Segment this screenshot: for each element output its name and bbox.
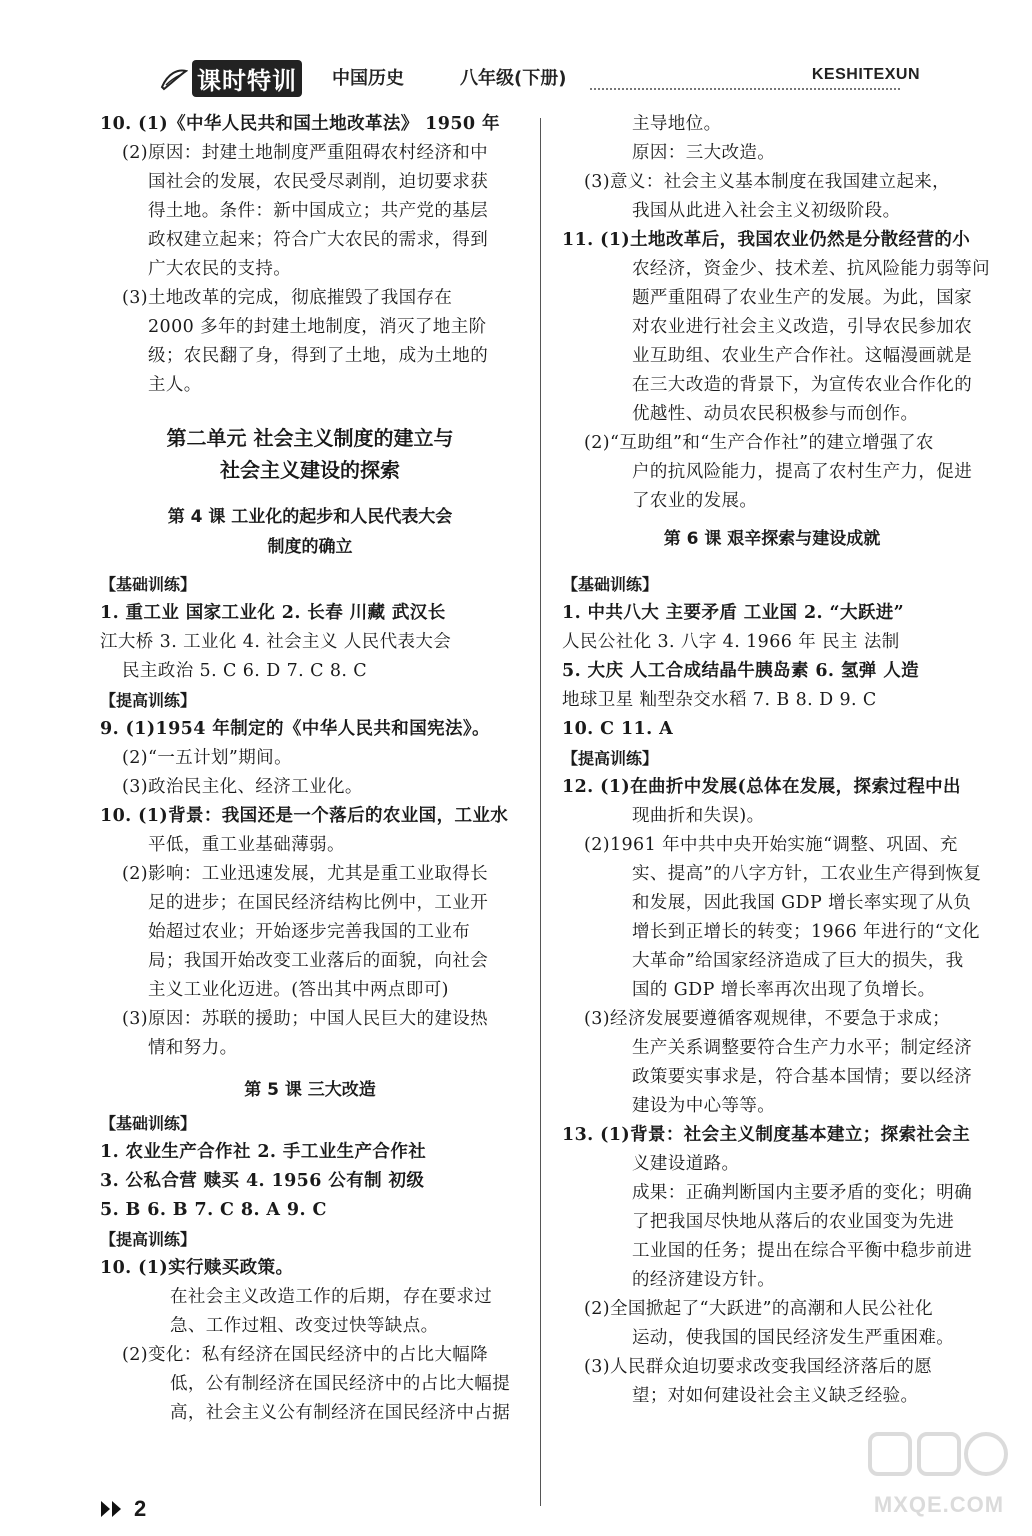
- answer-line: 我国从此进入社会主义初级阶段。: [632, 201, 901, 221]
- answer-line: 了把我国尽快地从落后的农业国变为先进: [632, 1212, 955, 1232]
- answer-line: 12. (1)在曲折中发展(总体在发展，探索过程中出: [562, 777, 961, 797]
- answer-line: 地球卫星 籼型杂交水稻 7. B 8. D 9. C: [562, 690, 877, 710]
- answer-line: (3)意义：社会主义基本制度在我国建立起来，: [584, 172, 951, 192]
- unit-title: 第二单元 社会主义制度的建立与: [166, 426, 454, 450]
- answer-line: 平低，重工业基础薄弱。: [148, 835, 345, 855]
- answer-line: 农经济，资金少、技术差、抗风险能力弱等问: [632, 259, 990, 279]
- answer-line: (2)变化：私有经济在国民经济中的占比大幅降: [122, 1345, 489, 1365]
- lesson-title: 第 4 课 工业化的起步和人民代表大会: [167, 507, 453, 527]
- answer-line: (2)原因：封建土地制度严重阻碍农村经济和中: [122, 143, 489, 163]
- answer-line: 始超过农业；开始逐步完善我国的工业布: [148, 922, 471, 942]
- answer-line: 1. 中共八大 主要矛盾 工业国 2. “大跃进”: [562, 603, 905, 623]
- answer-line: 10. C 11. A: [562, 719, 674, 739]
- answer-line: 生产关系调整要符合生产力水平；制定经济: [632, 1038, 973, 1058]
- answer-line: 大革命”给国家经济造成了巨大的损失，我: [632, 951, 964, 971]
- left-column: [100, 110, 520, 1428]
- lesson-title: 第 5 课 三大改造: [244, 1080, 376, 1100]
- section-tag-basic: 【基础训练】: [562, 575, 659, 594]
- answer-line: 政权建立起来；符合广大农民的需求，得到: [148, 230, 489, 250]
- answer-line: 和发展，因此我国 GDP 增长率实现了从负: [632, 893, 972, 913]
- answer-line: 对农业进行社会主义改造，引导农民参加农: [632, 317, 973, 337]
- answer-line: 工业国的任务；提出在综合平衡中稳步前进: [632, 1241, 973, 1261]
- header-divider: [590, 88, 900, 90]
- leaf-logo-icon: [160, 67, 188, 91]
- answer-line: 国的 GDP 增长率再次出现了负增长。: [632, 980, 936, 1000]
- answer-line: 10. (1)实行赎买政策。: [100, 1258, 294, 1278]
- page-footer: [100, 1496, 146, 1522]
- answer-line: 民主政治 5. C 6. D 7. C 8. C: [122, 661, 368, 681]
- answer-line: 建设为中心等等。: [632, 1096, 776, 1116]
- answer-line: 广大农民的支持。: [148, 259, 292, 279]
- answer-line: 现曲折和失误)。: [632, 806, 765, 826]
- brand: [160, 60, 302, 97]
- answer-line: 10. (1)《中华人民共和国土地改革法》 1950 年: [100, 114, 500, 134]
- answer-line: 主义工业化迈进。(答出其中两点即可): [148, 980, 449, 1000]
- answer-line: (2)影响：工业迅速发展，尤其是重工业取得长: [122, 864, 489, 884]
- answer-line: 足的进步；在国民经济结构比例中，工业开: [148, 893, 489, 913]
- answer-line: 义建设道路。: [632, 1154, 740, 1174]
- answer-line: (2)“一五计划”期间。: [122, 748, 292, 768]
- section-tag-advanced: 【提高训练】: [562, 749, 659, 768]
- answer-line: 2000 多年的封建土地制度，消灭了地主阶: [148, 317, 487, 337]
- answer-line: (3)土地改革的完成，彻底摧毁了我国存在: [122, 288, 453, 308]
- answer-line: (2)1961 年中共中央开始实施“调整、巩固、充: [584, 835, 958, 855]
- watermark-text: MXQE.COM: [873, 1492, 1005, 1517]
- answer-line: 局；我国开始改变工业落后的面貌，向社会: [148, 951, 489, 971]
- answer-line: (2)全国掀起了“大跃进”的高潮和人民公社化: [584, 1299, 933, 1319]
- answer-line: 9. (1)1954 年制定的《中华人民共和国宪法》。: [100, 719, 490, 739]
- answer-line: 政策要实事求是，符合基本国情；要以经济: [632, 1067, 973, 1087]
- column-divider: [540, 118, 541, 1506]
- double-arrow-icon: [100, 1499, 124, 1519]
- answer-line: 业互助组、农业生产合作社。这幅漫画就是: [632, 346, 973, 366]
- answer-line: (3)原因：苏联的援助；中国人民巨大的建设热: [122, 1009, 489, 1029]
- answer-line: 10. (1)背景：我国还是一个落后的农业国，工业水: [100, 806, 509, 826]
- section-tag-advanced: 【提高训练】: [100, 1230, 197, 1249]
- answer-line: 题严重阻碍了农业生产的发展。为此，国家: [632, 288, 973, 308]
- answer-line: 了农业的发展。: [632, 491, 758, 511]
- section-tag-basic: 【基础训练】: [100, 575, 197, 594]
- answer-line: 实、提高”的八字方针，工农业生产得到恢复: [632, 864, 982, 884]
- answer-line: 户的抗风险能力，提高了农村生产力，促进: [632, 462, 973, 482]
- answer-line: 急、工作过粗、改变过快等缺点。: [170, 1316, 439, 1336]
- answer-line: 国社会的发展，农民受尽剥削，迫切要求获: [148, 172, 489, 192]
- answer-line: 得土地。条件：新中国成立；共产党的基层: [148, 201, 489, 221]
- answer-line: 人民公社化 3. 八字 4. 1966 年 民主 法制: [562, 632, 900, 652]
- watermark-logo-icon: [864, 1428, 1014, 1490]
- section-tag-basic: 【基础训练】: [100, 1114, 197, 1133]
- answer-line: (3)人民群众迫切要求改变我国经济落后的愿: [584, 1357, 933, 1377]
- answer-line: 1. 重工业 国家工业化 2. 长春 川藏 武汉长: [100, 603, 446, 623]
- answer-line: 13. (1)背景：社会主义制度基本建立；探索社会主: [562, 1125, 971, 1145]
- right-column: [562, 110, 990, 1411]
- answer-line: 优越性、动员农民积极参与而创作。: [632, 404, 919, 424]
- answer-line: 成果：正确判断国内主要矛盾的变化；明确: [632, 1183, 973, 1203]
- answer-line: 在三大改造的背景下，为宣传农业合作化的: [632, 375, 973, 395]
- answer-line: 望；对如何建设社会主义缺乏经验。: [632, 1386, 919, 1406]
- answer-line: 5. B 6. B 7. C 8. A 9. C: [100, 1200, 327, 1220]
- answer-line: 3. 公私合营 赎买 4. 1956 公有制 初级: [100, 1171, 425, 1191]
- answer-line: 低，公有制经济在国民经济中的占比大幅提: [170, 1374, 511, 1394]
- answer-line: 级；农民翻了身，得到了土地，成为土地的: [148, 346, 489, 366]
- watermark: [864, 1428, 1014, 1518]
- answer-line: 江大桥 3. 工业化 4. 社会主义 人民代表大会: [100, 632, 452, 652]
- section-tag-advanced: 【提高训练】: [100, 691, 197, 710]
- header-subject: 中国历史: [332, 68, 404, 89]
- answer-line: 1. 农业生产合作社 2. 手工业生产合作社: [100, 1142, 427, 1162]
- answer-line: 增长到正增长的转变；1966 年进行的“文化: [632, 922, 980, 942]
- answer-line: 主导地位。: [632, 114, 722, 134]
- lesson-title: 第 6 课 艰辛探索与建设成就: [663, 529, 881, 549]
- answer-line: (3)经济发展要遵循客观规律，不要急于求成；: [584, 1009, 951, 1029]
- lesson-title: 制度的确立: [267, 537, 353, 557]
- header-grade: 八年级(下册): [460, 68, 567, 89]
- answer-line: 原因：三大改造。: [632, 143, 776, 163]
- answer-line: 11. (1)土地改革后，我国农业仍然是分散经营的小: [562, 230, 971, 250]
- page-header: [160, 58, 920, 98]
- answer-line: 高，社会主义公有制经济在国民经济中占据: [170, 1403, 511, 1423]
- header-brand-en: KESHITEXUN: [811, 66, 920, 83]
- unit-title: 社会主义建设的探索: [220, 458, 400, 482]
- answer-line: 运动，使我国的国民经济发生严重困难。: [632, 1328, 955, 1348]
- answer-line: 的经济建设方针。: [632, 1270, 776, 1290]
- page-number: 2: [134, 1496, 147, 1521]
- answer-line: (2)“互助组”和“生产合作社”的建立增强了农: [584, 433, 934, 453]
- answer-line: 情和努力。: [148, 1038, 238, 1058]
- answer-line: 5. 大庆 人工合成结晶牛胰岛素 6. 氢弹 人造: [562, 661, 919, 681]
- answer-line: 在社会主义改造工作的后期，存在要求过: [170, 1287, 493, 1307]
- brand-logo: 课时特训: [192, 60, 302, 97]
- answer-line: (3)政治民主化、经济工业化。: [122, 777, 363, 797]
- answer-line: 主人。: [148, 375, 202, 395]
